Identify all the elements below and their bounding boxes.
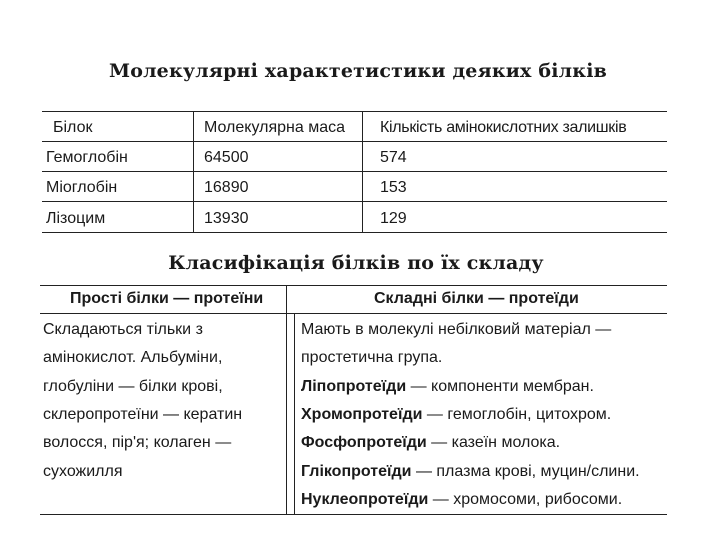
left-text-line: сухожилля (43, 463, 123, 480)
table-rule (42, 232, 667, 233)
column-header: Кількість амінокислотних залишків (380, 119, 627, 136)
column-divider (362, 111, 363, 233)
table-rule (42, 201, 667, 202)
table-rule (40, 514, 667, 515)
molecular-characteristics-table (42, 111, 667, 233)
table-rule (40, 313, 667, 314)
table-rule (42, 111, 667, 112)
item-term: Хромопротеїди (301, 406, 423, 423)
item-term: Глікопротеїди (301, 463, 412, 480)
table2-title: Класифікація білків по їх складу (168, 252, 544, 274)
right-item (301, 463, 640, 481)
item-description: — казеїн молока. (426, 434, 561, 451)
complex-proteins-header: Складні білки — протеїди (374, 290, 579, 307)
table-cell: 153 (380, 179, 407, 196)
column-header: Білок (53, 119, 93, 136)
item-description: — хромосоми, рибосоми. (428, 491, 623, 508)
simple-proteins-header: Прості білки — протеїни (70, 290, 264, 307)
left-text-line: амінокислот. Альбуміни, (43, 349, 223, 366)
table-cell: 13930 (204, 210, 249, 227)
item-term: Нуклеопротеїди (301, 491, 429, 508)
right-item (301, 491, 622, 509)
item-term: Ліпопротеїди (301, 378, 407, 395)
table-cell: Гемоглобін (46, 149, 128, 166)
right-item (301, 378, 594, 396)
column-divider (294, 313, 295, 514)
column-divider (286, 285, 287, 313)
item-description: — гемоглобін, цитохром. (422, 406, 612, 423)
right-item (301, 434, 560, 452)
table1-title: Молекулярні характетистики деяких білків (108, 60, 608, 82)
right-text-line: простетична група. (301, 349, 443, 366)
table-cell: 574 (380, 149, 407, 166)
left-text-line: склеропротеїни — кератин (43, 406, 243, 423)
column-header: Молекулярна маса (204, 119, 345, 136)
right-item (301, 406, 611, 424)
item-description: — плазма крові, муцин/слини. (411, 463, 640, 480)
left-text-line: Складаються тільки з (43, 321, 203, 338)
protein-classification-table (40, 285, 667, 515)
table-cell: 129 (380, 210, 407, 227)
right-text-line: Мають в молекулі небілковий матеріал — (301, 321, 612, 338)
table-cell: Міоглобін (46, 179, 118, 196)
table-cell: 16890 (204, 179, 249, 196)
column-divider (286, 313, 287, 514)
table-cell: Лізоцим (46, 210, 106, 227)
left-text-line: волосся, пір'я; колаген — (43, 434, 232, 451)
table-rule (42, 141, 667, 142)
table-cell: 64500 (204, 149, 249, 166)
table-rule (42, 171, 667, 172)
table-rule (40, 285, 667, 286)
left-text-line: глобуліни — білки крові, (43, 378, 223, 395)
column-divider (193, 111, 194, 233)
item-description: — компоненти мембран. (406, 378, 594, 395)
item-term: Фосфопротеїди (301, 434, 427, 451)
